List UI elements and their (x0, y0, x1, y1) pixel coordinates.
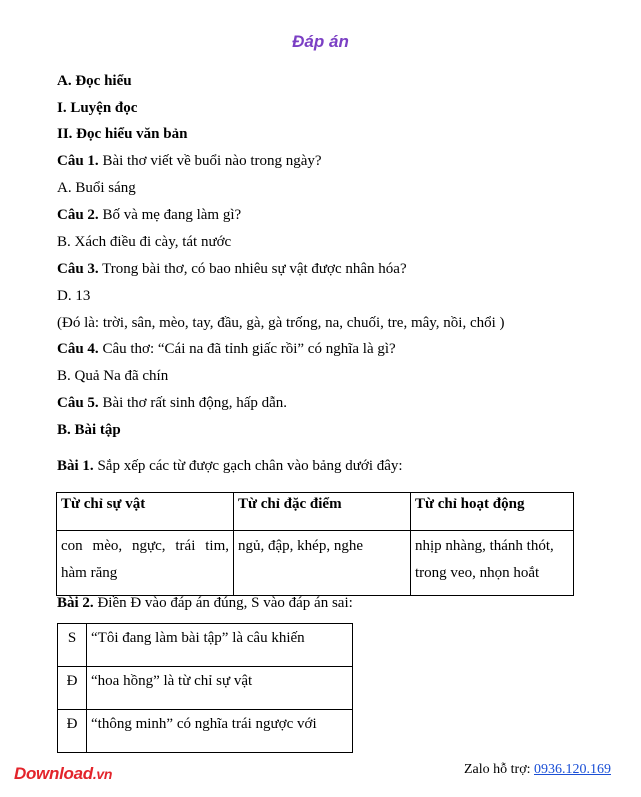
table-row (58, 624, 353, 667)
mark-cell: S (58, 624, 87, 667)
statement-cell: “Tôi đang làm bài tập” là câu khiến (87, 624, 353, 667)
page-title: Đáp án (292, 32, 349, 51)
answer-3-detail: (Đó là: trời, sân, mèo, tay, đầu, gà, gà trống, na, chuối, tre, mây, nồi, chổi ) (57, 315, 505, 331)
question-5: Câu 5. Bài thơ rất sinh động, hấp dẫn. (57, 395, 288, 411)
exercise-1-instruction: Bài 1. Sắp xếp các từ được gạch chân vào bảng dưới đây: (57, 458, 403, 474)
statement-cell: “hoa hồng” là từ chỉ sự vật (87, 667, 353, 710)
mark-cell: Đ (58, 667, 87, 710)
zalo-support: Zalo hỗ trợ: 0936.120.169 (464, 762, 611, 777)
section-heading: B. Bài tập (57, 422, 121, 438)
table-row (58, 710, 353, 753)
zalo-phone-link[interactable]: 0936.120.169 (534, 762, 611, 777)
table-cell: nhịp nhàng, thánh thót, trong veo, nhọn hoắt (411, 531, 574, 596)
section-heading: A. Đọc hiểu (57, 73, 132, 89)
exercise-2-instruction: Bài 2. Điền Đ vào đáp án đúng, S vào đáp án sai: (57, 595, 353, 611)
answer-4: B. Quả Na đã chín (57, 368, 169, 384)
question-3: Câu 3. Trong bài thơ, có bao nhiêu sự vật được nhân hóa? (57, 261, 407, 277)
table-cell: con mèo, ngực, trái tim, hàm răng (57, 531, 234, 596)
word-classification-table (56, 492, 574, 596)
table-header: Từ chỉ hoạt động (411, 493, 574, 531)
statement-cell: “thông minh” có nghĩa trái ngược với (87, 710, 353, 753)
question-1: Câu 1. Bài thơ viết về buổi nào trong ngày? (57, 153, 322, 169)
question-2: Câu 2. Bố và mẹ đang làm gì? (57, 207, 242, 223)
answer-3: D. 13 (57, 288, 91, 304)
answer-1: A. Buổi sáng (57, 180, 136, 196)
answer-2: B. Xách điều đi cày, tát nước (57, 234, 232, 250)
question-4: Câu 4. Câu thơ: “Cái na đã tỉnh giấc rồi” có nghĩa là gì? (57, 341, 396, 357)
table-cell: ngủ, đập, khép, nghe (234, 531, 411, 596)
true-false-table (57, 623, 353, 753)
section-heading: I. Luyện đọc (57, 100, 138, 116)
table-row (58, 667, 353, 710)
table-header: Từ chỉ sự vật (57, 493, 234, 531)
download-logo[interactable]: Download.vn (14, 764, 113, 783)
mark-cell: Đ (58, 710, 87, 753)
table-header: Từ chỉ đặc điểm (234, 493, 411, 531)
section-heading: II. Đọc hiểu văn bản (57, 126, 188, 142)
